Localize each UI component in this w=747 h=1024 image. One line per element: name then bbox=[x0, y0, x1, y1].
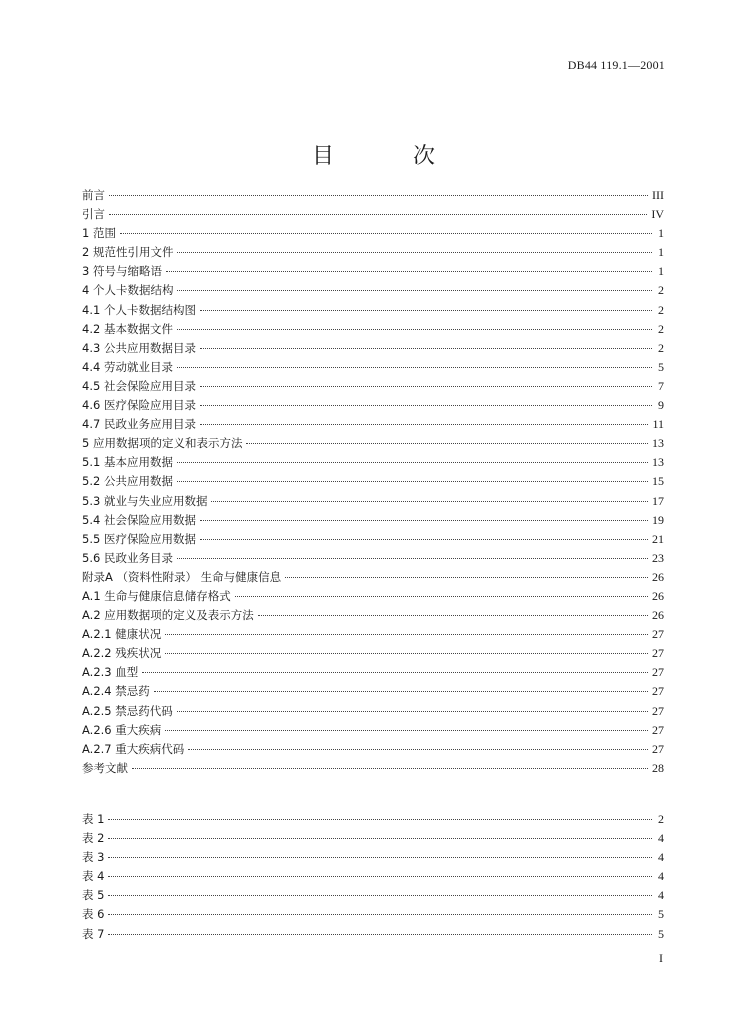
toc-entry-label: 5.6 民政业务目录 bbox=[82, 550, 173, 565]
toc-entry-page: 26 bbox=[652, 588, 664, 603]
toc-entry-label: 4.3 公共应用数据目录 bbox=[82, 340, 196, 355]
toc-entry bbox=[82, 415, 664, 434]
toc-entry-label: 1 范围 bbox=[82, 226, 116, 241]
dot-leader bbox=[154, 691, 648, 692]
dot-leader bbox=[109, 195, 648, 196]
toc-entry-label: 4.6 医疗保险应用目录 bbox=[82, 398, 196, 413]
toc-entry-page: 1 bbox=[658, 226, 664, 241]
toc-entry bbox=[82, 396, 664, 415]
dot-leader bbox=[177, 329, 652, 330]
toc-entry-label: A.2.7 重大疾病代码 bbox=[82, 741, 185, 756]
toc-entry-page: 1 bbox=[658, 264, 664, 279]
toc-entry-page: 21 bbox=[652, 531, 664, 546]
toc-entry-label: 4 个人卡数据结构 bbox=[82, 283, 174, 298]
toc-entry bbox=[82, 759, 664, 778]
table-entry-label: 表 7 bbox=[82, 926, 105, 941]
table-entry bbox=[82, 925, 664, 944]
table-entry-page: 5 bbox=[658, 926, 664, 941]
table-entry bbox=[82, 810, 664, 829]
toc-entry-page: 27 bbox=[652, 627, 664, 642]
toc-entry-label: 附录A （资料性附录） 生命与健康信息 bbox=[82, 569, 282, 584]
dot-leader bbox=[132, 768, 648, 769]
doc-code: DB44 119.1—2001 bbox=[567, 58, 665, 72]
toc-entry-page: 15 bbox=[652, 474, 664, 489]
toc-entry bbox=[82, 530, 664, 549]
dot-leader bbox=[177, 462, 648, 463]
toc-entry-page: 2 bbox=[658, 321, 664, 336]
toc-entry bbox=[82, 511, 664, 530]
dot-leader bbox=[109, 214, 647, 215]
dot-leader bbox=[108, 876, 652, 877]
toc-entry bbox=[82, 721, 664, 740]
toc-entry-page: 9 bbox=[658, 398, 664, 413]
dot-leader bbox=[142, 672, 648, 673]
dot-leader bbox=[200, 424, 648, 425]
dot-leader bbox=[165, 730, 648, 731]
toc-entry-page: 5 bbox=[658, 359, 664, 374]
toc-entry-label: 5 应用数据项的定义和表示方法 bbox=[82, 436, 243, 451]
table-entry-label: 表 2 bbox=[82, 831, 105, 846]
toc-entry-page: 2 bbox=[658, 302, 664, 317]
toc-entry bbox=[82, 587, 664, 606]
dot-leader bbox=[200, 539, 648, 540]
toc-entry-label: 5.3 就业与失业应用数据 bbox=[82, 493, 208, 508]
table-entry-label: 表 6 bbox=[82, 907, 105, 922]
toc-entry-label: 5.5 医疗保险应用数据 bbox=[82, 531, 196, 546]
toc-entry bbox=[82, 243, 664, 262]
table-entry-page: 2 bbox=[658, 812, 664, 826]
toc-entry bbox=[82, 492, 664, 511]
toc-entry-label: 5.2 公共应用数据 bbox=[82, 474, 173, 489]
toc-entry-page: 19 bbox=[652, 512, 664, 527]
toc-entry bbox=[82, 472, 664, 491]
toc-entry-page: 26 bbox=[652, 569, 664, 584]
toc-entry-label: A.2.1 健康状况 bbox=[82, 627, 162, 642]
toc-entry bbox=[82, 301, 664, 320]
toc-entry-page: 23 bbox=[652, 550, 664, 565]
toc-entry-label: 5.4 社会保险应用数据 bbox=[82, 512, 196, 527]
table-entry bbox=[82, 905, 664, 924]
toc-entry-page: 2 bbox=[658, 340, 664, 355]
toc-entry-label: 前言 bbox=[82, 188, 105, 202]
dot-leader bbox=[165, 653, 648, 654]
toc-entry-page: 28 bbox=[652, 760, 664, 775]
dot-leader bbox=[235, 596, 648, 597]
dot-leader bbox=[108, 934, 652, 935]
toc-list bbox=[82, 186, 664, 778]
dot-leader bbox=[200, 310, 652, 311]
dot-leader bbox=[108, 838, 652, 839]
toc-entry-label: A.2.3 血型 bbox=[82, 665, 139, 680]
toc-entry-page: 1 bbox=[658, 245, 664, 260]
toc-entry-label: 引言 bbox=[82, 207, 105, 222]
dot-leader bbox=[285, 577, 648, 578]
toc-entry bbox=[82, 568, 664, 587]
dot-leader bbox=[177, 367, 652, 368]
toc-entry bbox=[82, 606, 664, 625]
toc-entry bbox=[82, 262, 664, 281]
dot-leader bbox=[120, 233, 652, 234]
toc-entry-label: A.2.2 残疾状况 bbox=[82, 646, 162, 661]
toc-entry bbox=[82, 625, 664, 644]
toc-entry-page: 11 bbox=[652, 417, 664, 432]
dot-leader bbox=[177, 481, 648, 482]
toc-entry-label: 参考文献 bbox=[82, 760, 128, 775]
toc-entry-page: 27 bbox=[652, 703, 664, 718]
dot-leader bbox=[166, 271, 652, 272]
table-entry-label: 表 3 bbox=[82, 850, 105, 865]
toc-entry-page: 27 bbox=[652, 665, 664, 680]
toc-entry-label: 4.4 劳动就业目录 bbox=[82, 359, 173, 374]
toc-entry-page: 17 bbox=[652, 493, 664, 508]
dot-leader bbox=[188, 749, 648, 750]
toc-entry-label: 5.1 基本应用数据 bbox=[82, 455, 173, 470]
table-entry bbox=[82, 848, 664, 867]
toc-entry bbox=[82, 644, 664, 663]
toc-entry-page: 2 bbox=[658, 283, 664, 298]
dot-leader bbox=[177, 290, 652, 291]
dot-leader bbox=[108, 819, 652, 820]
dot-leader bbox=[200, 405, 652, 406]
toc-entry bbox=[82, 434, 664, 453]
dot-leader bbox=[200, 386, 652, 387]
table-entry-label: 表 5 bbox=[82, 888, 105, 903]
table-entry-label: 表 4 bbox=[82, 869, 105, 884]
dot-leader bbox=[200, 348, 652, 349]
dot-leader bbox=[177, 252, 652, 253]
toc-entry bbox=[82, 682, 664, 701]
toc-entry-page: III bbox=[652, 188, 664, 202]
table-entry-page: 4 bbox=[658, 850, 664, 865]
toc-entry-page: 7 bbox=[658, 378, 664, 393]
toc-entry bbox=[82, 702, 664, 721]
page-number: I bbox=[659, 951, 663, 965]
table-entry-page: 4 bbox=[658, 888, 664, 903]
toc-entry-page: 27 bbox=[652, 646, 664, 661]
toc-entry-page: 27 bbox=[652, 722, 664, 737]
toc-entry-page: IV bbox=[651, 207, 664, 222]
toc-entry bbox=[82, 224, 664, 243]
toc-entry bbox=[82, 281, 664, 300]
toc-entry bbox=[82, 186, 664, 205]
dot-leader bbox=[108, 857, 652, 858]
toc-entry bbox=[82, 740, 664, 759]
toc-entry-page: 26 bbox=[652, 608, 664, 623]
table-entry bbox=[82, 886, 664, 905]
dot-leader bbox=[108, 895, 652, 896]
toc-entry bbox=[82, 663, 664, 682]
toc-entry-label: 2 规范性引用文件 bbox=[82, 245, 174, 260]
dot-leader bbox=[246, 443, 648, 444]
toc-entry bbox=[82, 358, 664, 377]
table-entry-label: 表 1 bbox=[82, 812, 105, 826]
toc-entry-label: 3 符号与缩略语 bbox=[82, 264, 162, 279]
toc-entry-label: A.2 应用数据项的定义及表示方法 bbox=[82, 608, 254, 623]
page-title: 目 次 bbox=[312, 143, 471, 169]
table-entry bbox=[82, 867, 664, 886]
dot-leader bbox=[177, 711, 648, 712]
dot-leader bbox=[258, 615, 648, 616]
toc-entry bbox=[82, 320, 664, 339]
dot-leader bbox=[165, 634, 648, 635]
toc-entry bbox=[82, 549, 664, 568]
dot-leader bbox=[200, 520, 648, 521]
toc-entry bbox=[82, 377, 664, 396]
table-entry-page: 4 bbox=[658, 831, 664, 846]
toc-entry-page: 27 bbox=[652, 684, 664, 699]
table-entry-page: 5 bbox=[658, 907, 664, 922]
dot-leader bbox=[177, 558, 648, 559]
toc-entry-label: A.2.5 禁忌药代码 bbox=[82, 703, 173, 718]
table-list bbox=[82, 810, 664, 944]
toc-entry-page: 13 bbox=[652, 455, 664, 470]
toc-entry-label: 4.1 个人卡数据结构图 bbox=[82, 302, 196, 317]
dot-leader bbox=[108, 914, 652, 915]
toc-entry-label: 4.2 基本数据文件 bbox=[82, 321, 173, 336]
toc-entry-page: 27 bbox=[652, 741, 664, 756]
dot-leader bbox=[211, 501, 648, 502]
toc-entry-page: 13 bbox=[652, 436, 664, 451]
table-entry-page: 4 bbox=[658, 869, 664, 884]
table-entry bbox=[82, 829, 664, 848]
toc-entry-label: A.2.4 禁忌药 bbox=[82, 684, 150, 699]
toc-entry-label: 4.5 社会保险应用目录 bbox=[82, 378, 196, 393]
toc-entry bbox=[82, 205, 664, 224]
toc-entry-label: A.1 生命与健康信息储存格式 bbox=[82, 588, 231, 603]
toc-entry bbox=[82, 339, 664, 358]
toc-entry bbox=[82, 453, 664, 472]
toc-entry-label: A.2.6 重大疾病 bbox=[82, 722, 162, 737]
toc-entry-label: 4.7 民政业务应用目录 bbox=[82, 417, 196, 432]
